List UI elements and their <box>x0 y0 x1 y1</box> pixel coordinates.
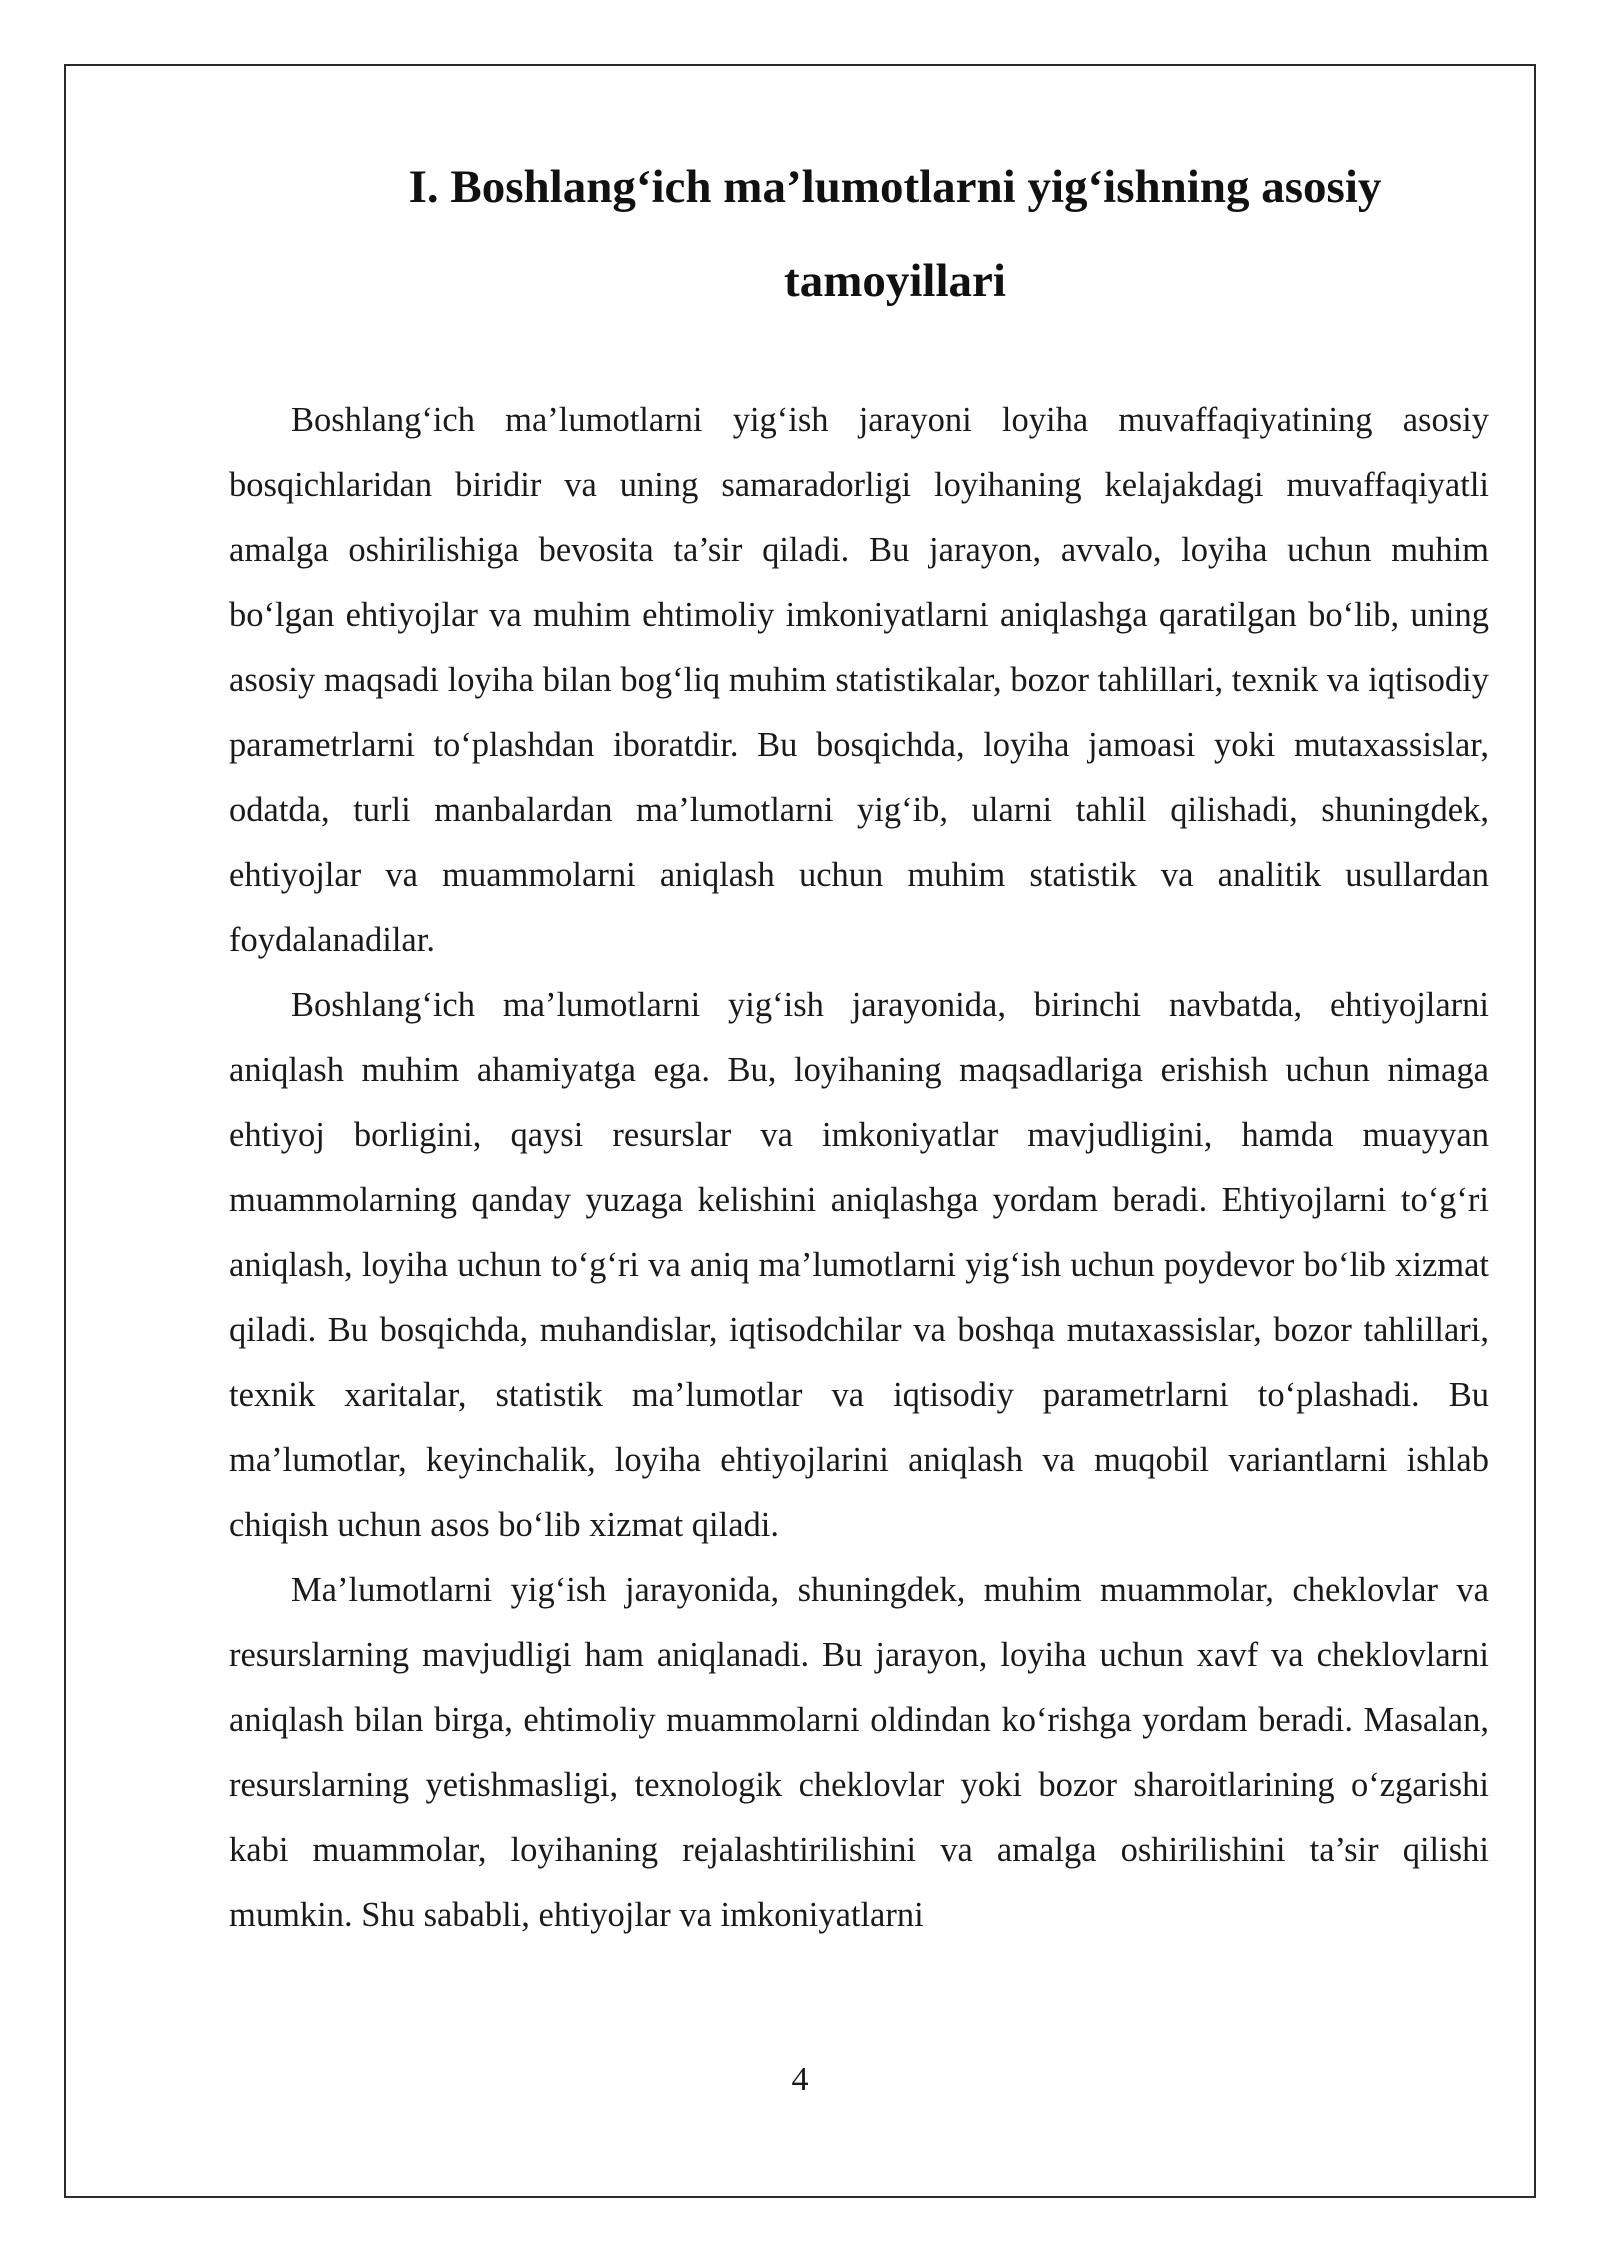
paragraph-2: Boshlang‘ich ma’lumotlarni yig‘ish jarayonida, birinchi navbatda, ehtiyojlarni aniqlash muhim ahamiyatga ega. Bu, loyihaning maqsadlariga erishish uchun nimaga ehtiyoj borligini, qaysi resurslar va imkoniyatlar mavjudligini, hamda muayyan muammolarning qanday yuzaga kelishini aniqlashga yordam beradi. Ehtiyojlarni to‘g‘ri aniqlash, loyiha uchun to‘g‘ri va aniq ma’lumotlarni yig‘ish uchun poydevor bo‘lib xizmat qiladi. Bu bosqichda, muhandislar, iqtisodchilar va boshqa mutaxassislar, bozor tahlillari, texnik xaritalar, statistik ma’lumotlar va iqtisodiy parametrlarni to‘plashadi. Bu ma’lumotlar, keyinchalik, loyiha ehtiyojlarini aniqlash va muqobil variantlarni ishlab chiqish uchun asos bo‘lib xizmat qiladi. <box>229 986 1489 1544</box>
paragraph-3: Ma’lumotlarni yig‘ish jarayonida, shuningdek, muhim muammolar, cheklovlar va resurslarning mavjudligi ham aniqlanadi. Bu jarayon, loyiha uchun xavf va cheklovlarni aniqlash bilan birga, ehtimoliy muammolarni oldindan ko‘rishga yordam beradi. Masalan, resurslarning yetishmasligi, texnologik cheklovlar yoki bozor sharoitlarining o‘zgarishi kabi muammolar, loyihaning rejalashtirilishini va amalga oshirilishini ta’sir qilishi mumkin. Shu sababli, ehtiyojlar va imkoniyatlarni <box>229 1571 1489 1934</box>
page-number: 4 <box>791 2061 809 2098</box>
paragraph-1: Boshlang‘ich ma’lumotlarni yig‘ish jarayoni loyiha muvaffaqiyatining asosiy bosqichlaridan biridir va uning samaradorligi loyihaning kelajakdagi muvaffaqiyatli amalga oshirilishiga bevosita ta’sir qiladi. Bu jarayon, avvalo, loyiha uchun muhim bo‘lgan ehtiyojlar va muhim ehtimoliy imkoniyatlarni aniqlashga qaratilgan bo‘lib, uning asosiy maqsadi loyiha bilan bog‘liq muhim statistikalar, bozor tahlillari, texnik va iqtisodiy parametrlarni to‘plashdan iboratdir. Bu bosqichda, loyiha jamoasi yoki mutaxassislar, odatda, turli manbalardan ma’lumotlarni yig‘ib, ularni tahlil qilishadi, shuningdek, ehtiyojlar va muammolarni aniqlash uchun muhim statistik va analitik usullardan foydalanadilar. <box>229 401 1489 959</box>
document-body <box>229 140 1489 1948</box>
section-heading: I. Boshlang‘ich ma’lumotlarni yig‘ishning asosiy tamoyillari <box>408 161 1382 307</box>
